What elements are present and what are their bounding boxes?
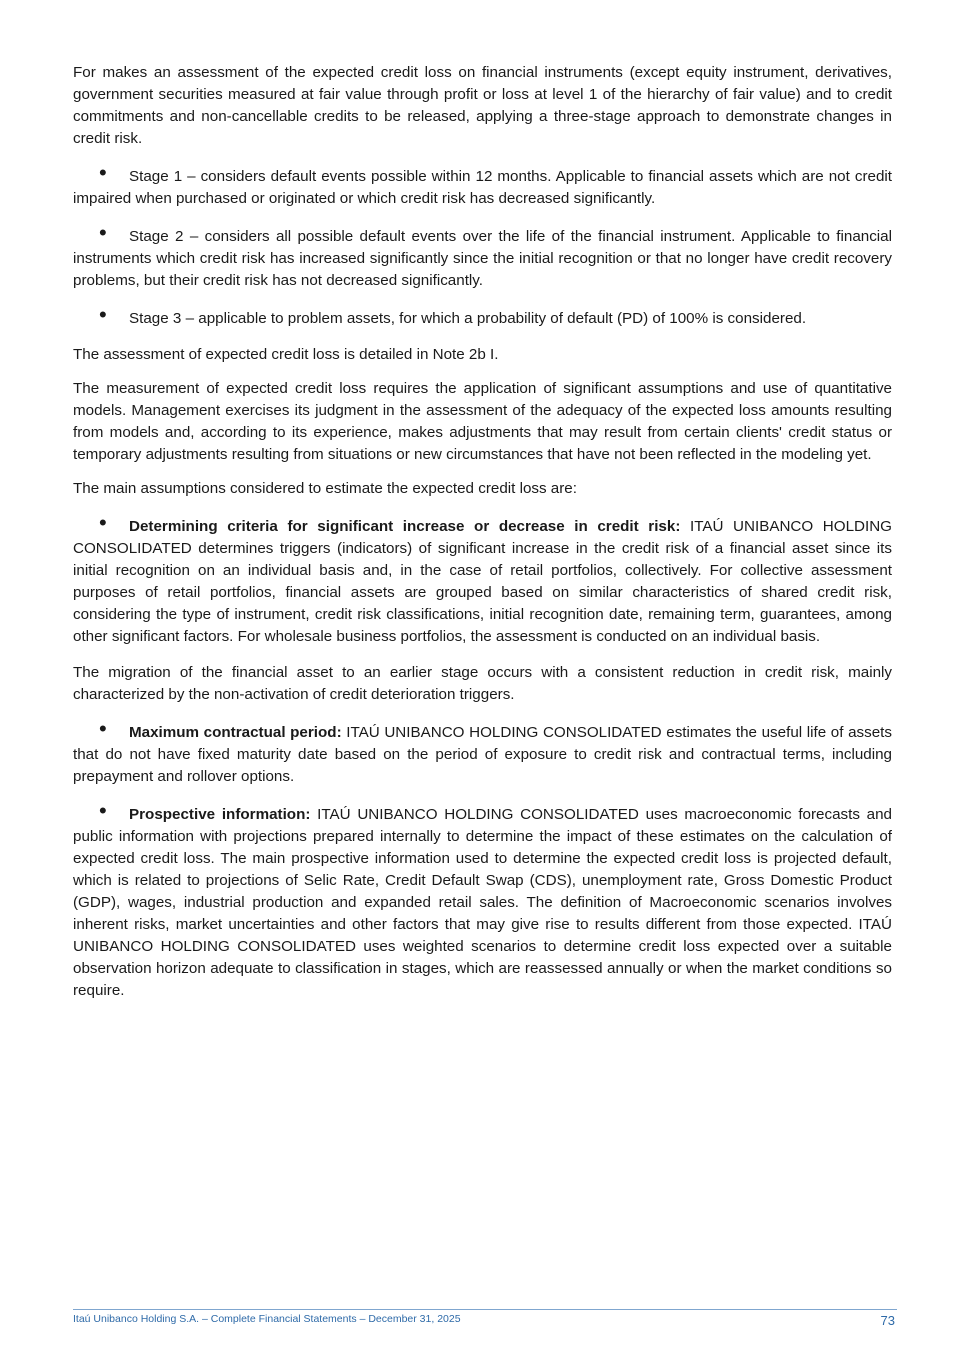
page-number: 73 [880, 1313, 895, 1328]
stage3-text: Stage 3 – applicable to problem assets, for which a probability of default (PD) of 100% is considered. [129, 310, 807, 327]
max-period-text: ITAÚ UNIBANCO HOLDING CONSOLIDATED estimates the useful life of assets that do not have fixed maturity date based on the period of exposure to credit risk and contractual terms, including prepayment and rollover options. [73, 724, 892, 785]
prospective-title: Prospective information: [129, 806, 311, 823]
stage1-text: Stage 1 – considers default events possible within 12 months. Applicable to financial assets which are not credit impaired when purchased or originated or which credit risk has decreased significantly. [73, 168, 892, 207]
footer-divider [73, 1309, 897, 1310]
criteria-title: Determining criteria for significant increase or decrease in credit risk: [129, 518, 681, 535]
bullet-icon: • [99, 220, 107, 245]
bullet-icon: • [99, 716, 107, 741]
criteria-bullet [73, 510, 892, 648]
bullet-icon: • [99, 160, 107, 185]
intro-paragraph: For makes an assessment of the expected credit loss on financial instruments (except equity instrument, derivatives, government securities measured at fair value through profit or loss at level 1 of the hierarchy of fair value) and to credit commitments and non-cancellable credits to be released, applying a three-stage approach to demonstrate changes in credit risk. [73, 64, 892, 147]
prospective-text: ITAÚ UNIBANCO HOLDING CONSOLIDATED uses macroeconomic forecasts and public information with projections prepared internally to determine the impact of these estimates on the calculation of expected credit loss. The main prospective information used to determine the expected credit loss is projected default, which is related to projections of Selic Rate, Credit Default Swap (CDS), unemployment rate, Gross Domestic Product (GDP), wages, industrial production and expanded retail sales. The definition of Macroeconomic scenarios involves inherent risks, market uncertainties and other factors that may give rise to results different from those expected. ITAÚ UNIBANCO HOLDING CONSOLIDATED uses weighted scenarios to determine credit loss expected over a suitable observation horizon adequate to classification in stages, which are reassessed annually or when the market conditions so require. [73, 806, 892, 999]
stage1-bullet [73, 160, 892, 210]
bullet-icon: • [99, 798, 107, 823]
stage2-bullet [73, 220, 892, 292]
stage2-text: Stage 2 – considers all possible default events over the life of the financial instrument. Applicable to financial instruments which credit risk has increased significantly since the initial recognition or that no longer have credit recovery problems, but their credit risk has not decreased significantly. [73, 228, 892, 289]
criteria-text: ITAÚ UNIBANCO HOLDING CONSOLIDATED determines triggers (indicators) of significant increase in the credit risk of a financial asset since its initial recognition on an individual basis and, in the case of retail portfolios, collectively. For collective assessment purposes of retail portfolios, financial assets are grouped based on similar characteristics of shared credit risk, considering the type of instrument, credit risk classifications, initial recognition date, remaining term, guarantees, among other significant factors. For wholesale business portfolios, the assessment is conducted on an individual basis. [73, 518, 892, 645]
max-period-title: Maximum contractual period: [129, 724, 342, 741]
stage3-bullet [73, 302, 892, 330]
prospective-bullet [73, 798, 892, 1002]
bullet-icon: • [99, 302, 107, 327]
footer-title: Itaú Unibanco Holding S.A. – Complete Financial Statements – December 31, 2025 [73, 1313, 461, 1325]
max-period-bullet [73, 716, 892, 788]
migration-paragraph: The migration of the financial asset to an earlier stage occurs with a consistent reduction in credit risk, mainly characterized by the non-activation of credit deterioration triggers. [73, 664, 892, 703]
measurement-paragraph: The measurement of expected credit loss requires the application of significant assumptions and use of quantitative models. Management exercises its judgment in the assessment of the adequacy of the expected loss amounts resulting from models and, according to its experience, makes adjustments that may result from certain clients' credit status or temporary adjustments resulting from situations or new circumstances that have not been reflected in the modeling yet. [73, 380, 892, 463]
note-reference-paragraph: The assessment of expected credit loss is detailed in Note 2b I. [73, 346, 499, 363]
bullet-icon: • [99, 510, 107, 535]
main-assumptions-paragraph: The main assumptions considered to estimate the expected credit loss are: [73, 480, 577, 497]
document-body [73, 62, 892, 1016]
